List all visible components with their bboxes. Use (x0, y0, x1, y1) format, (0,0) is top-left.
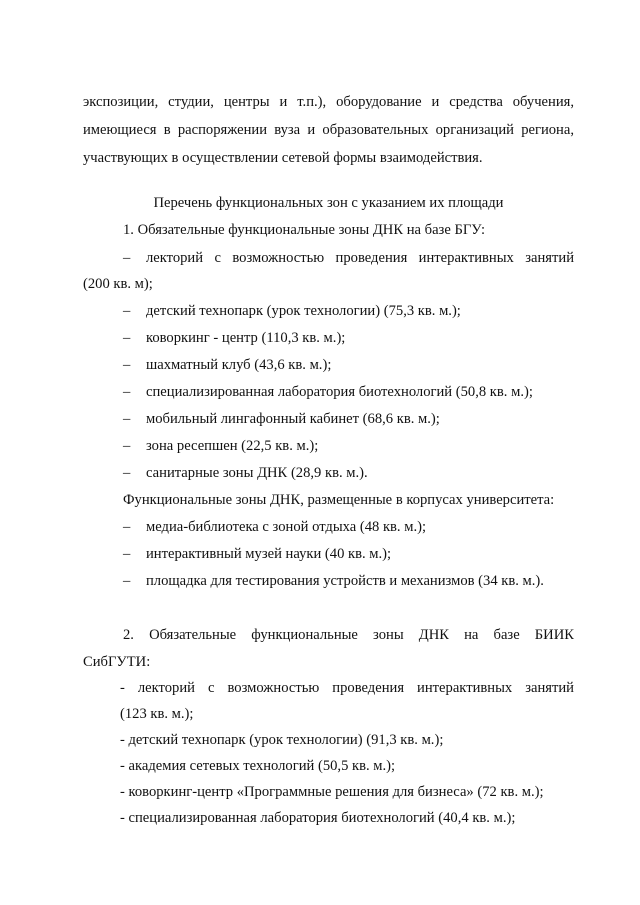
list-dash: – (123, 546, 131, 562)
list-item-text: - специализированная лаборатория биотехнологий (40,4 кв. м.); (120, 810, 516, 826)
section2-title: СибГУТИ: (83, 654, 151, 670)
list-dash: – (123, 357, 131, 373)
section1-title: 1. Обязательные функциональные зоны ДНК на базе БГУ: (123, 222, 486, 238)
list-dash: – (123, 250, 131, 266)
list-item-text: санитарные зоны ДНК (28,9 кв. м.). (146, 465, 368, 481)
section2-title: 2. Обязательные функциональные зоны ДНК на базе БИИК (123, 627, 574, 643)
list-item-text: мобильный лингафонный кабинет (68,6 кв. м.); (146, 411, 440, 427)
list-item-text: лекторий с возможностью проведения интерактивных занятий (146, 250, 574, 266)
list-dash: – (123, 303, 131, 319)
list-item-text: медиа-библиотека с зоной отдыха (48 кв. м.); (146, 519, 427, 535)
list-dash: – (123, 438, 131, 454)
list-item-text: интерактивный музей науки (40 кв. м.); (146, 546, 392, 562)
list-item-text: - коворкинг-центр «Программные решения для бизнеса» (72 кв. м.); (120, 784, 544, 800)
list-item-text: коворкинг - центр (110,3 кв. м.); (146, 330, 346, 346)
list-item-text: площадка для тестирования устройств и механизмов (34 кв. м.). (146, 573, 544, 589)
campus-subheading: Функциональные зоны ДНК, размещенные в корпусах университета: (123, 492, 555, 508)
list-item-text: специализированная лаборатория биотехнологий (50,8 кв. м.); (146, 384, 533, 400)
intro-line: экспозиции, студии, центры и т.п.), оборудование и средства обучения, (83, 94, 574, 110)
list-item-text: (200 кв. м); (83, 276, 153, 292)
section-heading: Перечень функциональных зон с указанием их площади (153, 195, 504, 211)
list-dash: – (123, 411, 131, 427)
list-item-text: - лекторий с возможностью проведения интерактивных занятий (120, 680, 574, 696)
intro-line: участвующих в осуществлении сетевой формы взаимодействия. (83, 150, 483, 166)
list-item-text: - академия сетевых технологий (50,5 кв. м.); (120, 758, 396, 774)
list-dash: – (123, 465, 131, 481)
list-dash: – (123, 519, 131, 535)
list-dash: – (123, 384, 131, 400)
list-item-text: шахматный клуб (43,6 кв. м.); (146, 357, 332, 373)
list-dash: – (123, 573, 131, 589)
intro-line: имеющиеся в распоряжении вуза и образовательных организаций региона, (83, 122, 574, 138)
list-item-text: - детский технопарк (урок технологии) (91,3 кв. м.); (120, 732, 444, 748)
list-item-text: детский технопарк (урок технологии) (75,3 кв. м.); (146, 303, 461, 319)
list-item-text: зона ресепшен (22,5 кв. м.); (146, 438, 319, 454)
list-dash: – (123, 330, 131, 346)
list-item-text: (123 кв. м.); (120, 706, 194, 722)
